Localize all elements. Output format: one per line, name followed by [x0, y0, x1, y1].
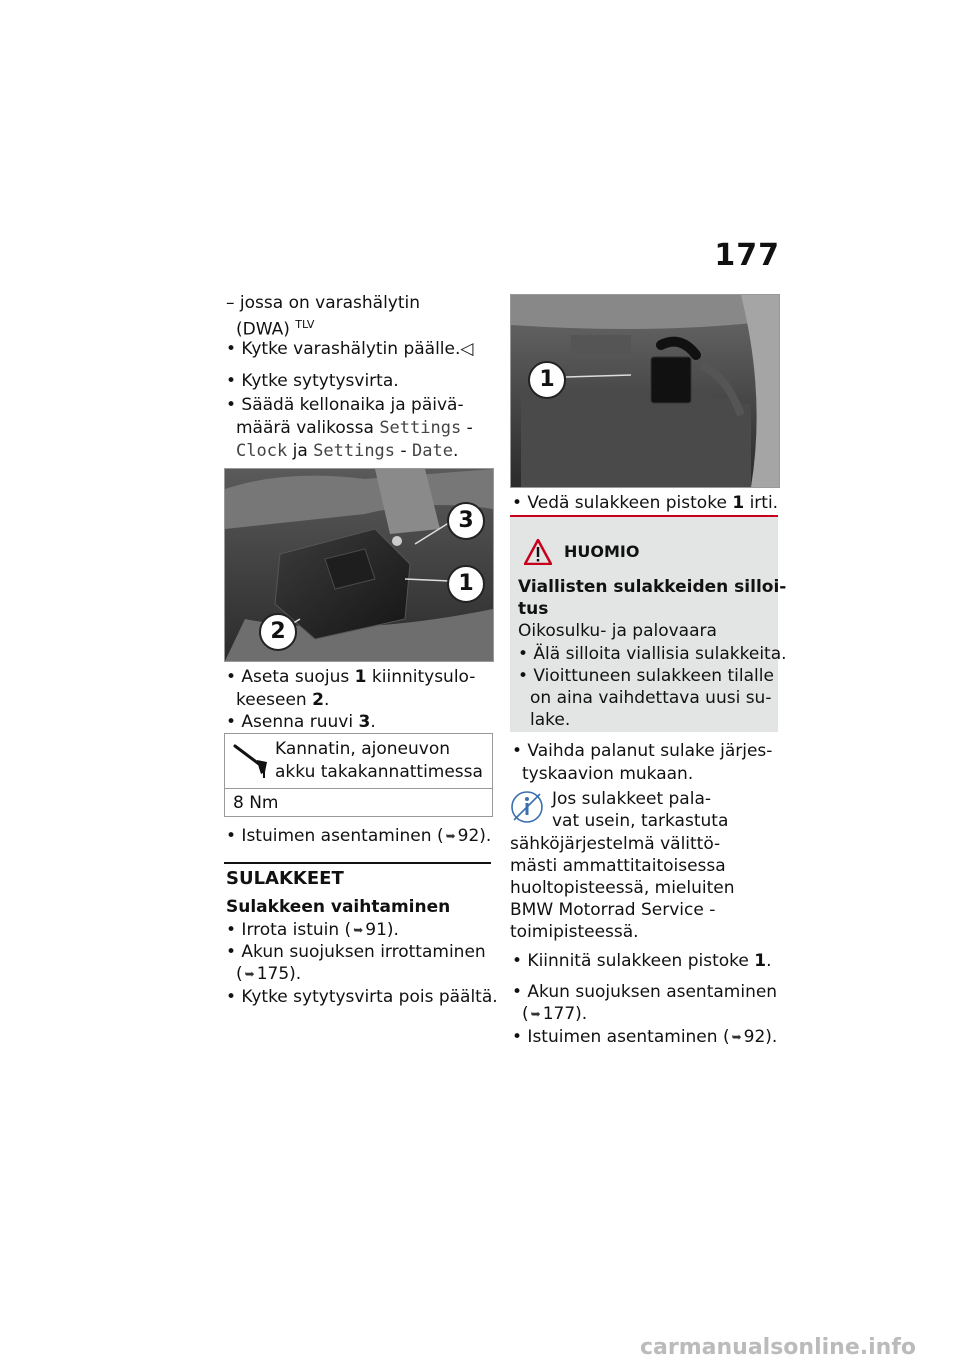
section-rule: [224, 862, 491, 864]
text-line: [236, 689, 329, 711]
info-text: mästi ammattitaitoisessa: [510, 856, 726, 876]
menu-item-settings: Settings: [379, 418, 462, 438]
text-line: [512, 492, 778, 514]
cross-reference[interactable]: [226, 919, 399, 941]
torque-description: Kannatin, ajoneuvon: [275, 739, 450, 759]
info-icon: [510, 788, 546, 824]
text-span: 1: [732, 493, 745, 513]
text-span: • Istuimen asentaminen (: [226, 826, 444, 846]
text-span: 1: [354, 667, 367, 687]
text-span: 1: [754, 951, 767, 971]
text-line: [236, 417, 473, 439]
fuse-plug-photo: [510, 294, 780, 488]
warning-text: Oikosulku- ja palovaara: [518, 621, 717, 641]
text-line: • Vaihda palanut sulake järjes-: [512, 741, 773, 761]
text-span: • Asenna ruuvi: [226, 712, 354, 732]
info-text: BMW Motorrad Service -: [510, 900, 716, 920]
torque-value: 8 Nm: [233, 793, 279, 813]
callout-1: 1: [447, 565, 485, 603]
info-text: huoltopisteessä, mieluiten: [510, 878, 735, 898]
text-span: -: [400, 441, 407, 461]
footer-watermark: carmanualsonline.info: [640, 1335, 916, 1360]
menu-item-settings: Settings: [313, 441, 396, 461]
page-ref-arrow-icon: ➥: [445, 829, 456, 843]
callout-3: 3: [447, 502, 485, 540]
text-span: 3: [358, 712, 371, 732]
text-span: .: [323, 690, 330, 710]
warning-text: on aina vaihdettava uusi su-: [530, 688, 772, 708]
torque-wrench-icon: [231, 740, 271, 780]
text-line: • Kytke varashälytin päälle.◁: [226, 339, 474, 359]
text-line: [226, 666, 475, 688]
text-line: • Akun suojuksen asentaminen: [512, 982, 778, 1002]
text-span: .: [452, 441, 459, 461]
text-span: (: [236, 964, 243, 984]
page-ref-arrow-icon: ➥: [530, 1007, 541, 1021]
text-span: • Aseta suojus: [226, 667, 350, 687]
section-title: SULAKKEET: [226, 868, 344, 889]
warning-heading: tus: [518, 599, 549, 619]
divider: [225, 788, 492, 789]
warning-text: lake.: [530, 710, 571, 730]
text-span: 92).: [457, 826, 492, 846]
warning-title: HUOMIO: [564, 542, 640, 561]
callout-2: 2: [259, 613, 297, 651]
text-span: • Kiinnitä sulakkeen pistoke: [512, 951, 749, 971]
text-span: (DWA): [236, 319, 290, 340]
text-span: .: [370, 712, 376, 732]
text-span: 92).: [743, 1027, 778, 1047]
page-number: 177: [714, 238, 780, 273]
text-line: – jossa on varashälytin: [226, 293, 421, 313]
page-ref-arrow-icon: ➥: [244, 967, 255, 981]
text-span: 2: [312, 690, 324, 710]
text-span: 175).: [256, 964, 302, 984]
cross-reference[interactable]: [522, 1003, 587, 1025]
text-span: • Irrota istuin (: [226, 920, 352, 940]
text-line: [226, 711, 376, 733]
info-text: toimipisteessä.: [510, 922, 639, 942]
callout-1: 1: [528, 361, 566, 399]
torque-spec-box: [224, 733, 493, 817]
warning-triangle-icon: [524, 539, 552, 565]
text-line: • Kytke sytytysvirta pois päältä.: [226, 987, 498, 1007]
text-span: kiinnitysulo-: [371, 667, 476, 687]
info-text: sähköjärjestelmä välittö-: [510, 834, 721, 854]
text-span: 91).: [365, 920, 399, 940]
cross-reference[interactable]: [236, 963, 301, 985]
text-span: keeseen: [236, 690, 307, 710]
page-ref-arrow-icon: ➥: [353, 923, 364, 937]
torque-description: akku takakannattimessa: [275, 762, 483, 782]
subsection-title: Sulakkeen vaihtaminen: [226, 897, 451, 917]
info-text: vat usein, tarkastuta: [552, 811, 729, 831]
text-line: • Kytke sytytysvirta.: [226, 371, 399, 391]
tlv-superscript: TLV: [295, 318, 315, 331]
text-line: [236, 314, 314, 341]
info-text: Jos sulakkeet pala-: [552, 789, 712, 809]
warning-heading: Viallisten sulakkeiden silloi-: [518, 577, 787, 597]
text-line: • Säädä kellonaika ja päivä-: [226, 395, 464, 415]
warning-text: • Älä silloita viallisia sulakkeita.: [518, 644, 787, 664]
menu-item-date: Date: [411, 441, 453, 461]
text-span: (: [522, 1004, 529, 1024]
text-span: • Istuimen asentaminen (: [512, 1027, 730, 1047]
text-line: tyskaavion mukaan.: [522, 764, 694, 784]
cross-reference[interactable]: [226, 825, 491, 847]
cross-reference[interactable]: [512, 1026, 777, 1048]
page-ref-arrow-icon: ➥: [731, 1030, 742, 1044]
text-line: • Akun suojuksen irrottaminen: [226, 942, 486, 962]
warning-text: • Vioittuneen sulakkeen tilalle: [518, 666, 774, 686]
warning-box: [510, 515, 787, 732]
text-span: määrä valikossa: [236, 418, 374, 438]
text-span: .: [766, 951, 772, 971]
text-line: [512, 950, 772, 972]
text-span: ja: [292, 441, 308, 461]
battery-cover-photo: [224, 468, 494, 662]
text-span: • Vedä sulakkeen pistoke: [512, 493, 727, 513]
text-span: 177).: [542, 1004, 588, 1024]
text-line: [236, 440, 458, 462]
text-span: irti.: [749, 493, 779, 513]
text-span: -: [466, 418, 473, 438]
menu-item-clock: Clock: [236, 441, 288, 461]
